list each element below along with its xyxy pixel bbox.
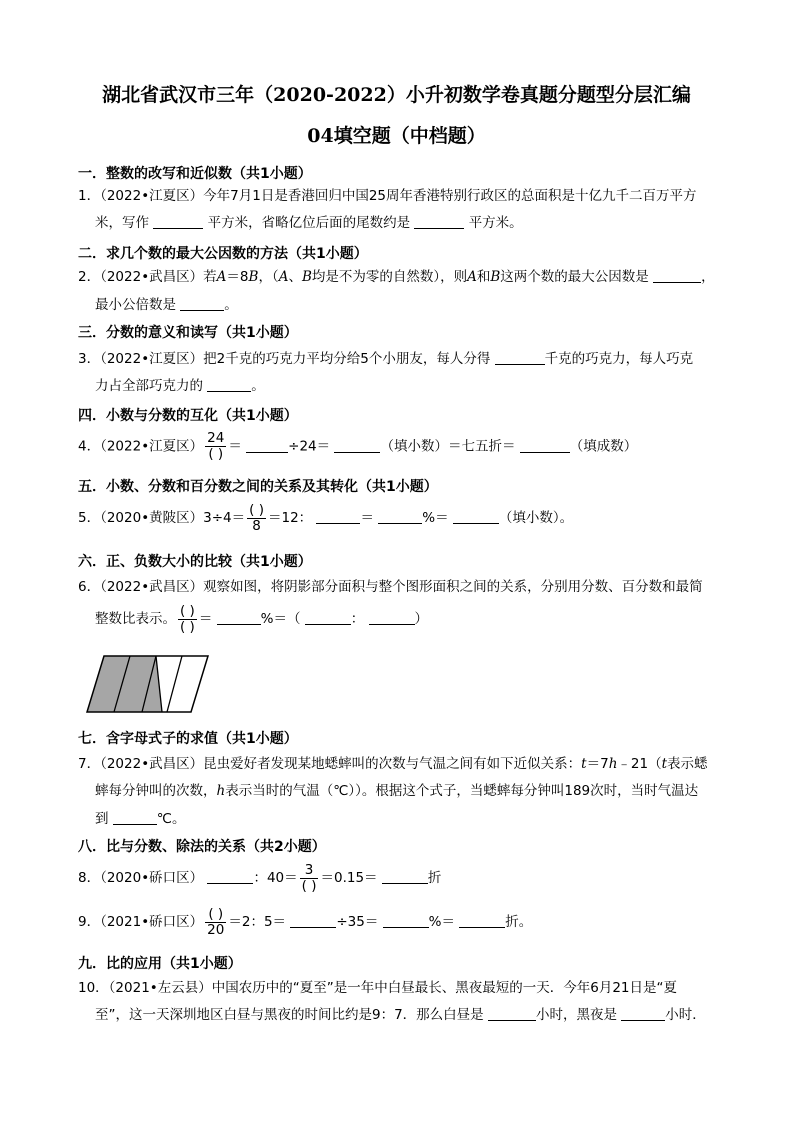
question-10-line2	[95, 1006, 706, 1024]
variable: h	[608, 756, 618, 772]
question-8	[78, 862, 441, 894]
question-text: 和	[476, 269, 491, 285]
answer-blank[interactable]	[520, 438, 570, 453]
question-text: 米，写作	[95, 215, 149, 231]
answer-blank[interactable]	[414, 214, 464, 229]
answer-blank[interactable]	[495, 350, 545, 365]
variable: t	[661, 756, 668, 772]
fraction-denominator[interactable]: ( )	[301, 877, 317, 894]
variable: B	[248, 269, 259, 285]
section-heading-8: 八．比与分数、除法的关系（共2小题）	[78, 839, 326, 855]
section-heading-5: 五．小数、分数和百分数之间的关系及其转化（共1小题）	[78, 479, 438, 495]
question-4	[78, 431, 637, 462]
question-text: 这两个数的最大公因数是	[500, 269, 649, 285]
question-text: （填小数）。	[498, 510, 574, 526]
section-heading-1: 一．整数的改写和近似数（共1小题）	[78, 166, 312, 182]
question-3-line1	[78, 350, 693, 368]
fraction	[205, 431, 226, 462]
question-text: 2．（2022•武昌区）若	[78, 269, 217, 285]
answer-blank[interactable]	[382, 869, 428, 884]
fraction	[300, 863, 319, 894]
question-text: ＝	[360, 510, 374, 526]
question-text: ，（	[258, 269, 279, 285]
question-text: ＝12：	[267, 510, 313, 526]
question-text: 最小公倍数是	[95, 297, 176, 313]
question-text: 到	[95, 811, 109, 827]
question-text: 蟀每分钟叫的次数，	[95, 783, 217, 799]
question-text: 表示当时的气温（℃））。根据这个式子，当蟋蟀每分钟叫189次时，当时气温达	[225, 783, 699, 799]
question-text: ＝8	[226, 269, 249, 285]
fraction-denominator[interactable]: ( )	[180, 618, 195, 635]
answer-blank[interactable]	[207, 377, 251, 392]
question-9	[78, 906, 532, 938]
question-6-line1: 6．（2022•武昌区）观察如图，将阴影部分面积与整个图形面积之间的关系，分别用分数、百分数和最简	[78, 579, 703, 595]
question-text: （填小数）＝七五折＝	[380, 438, 516, 455]
question-text: 3．（2022•江夏区）把2千克的巧克力平均分给5个小朋友，每人分得	[78, 351, 491, 367]
question-10-line1: 10．（2021•左云县）中国农历中的“夏至”是一年中白昼最长、黑夜最短的一天．今年6月21日是“夏	[78, 980, 677, 996]
question-text: 5．（2020•黄陂区）3÷4＝	[78, 510, 246, 526]
fraction-numerator[interactable]: ( )	[205, 907, 226, 923]
fraction	[247, 503, 266, 534]
question-text: 表示蟋	[667, 756, 708, 772]
answer-blank[interactable]	[488, 1006, 536, 1021]
answer-blank[interactable]	[217, 610, 261, 625]
question-text: 。	[224, 297, 238, 313]
question-text: ＝2：5＝	[228, 914, 287, 930]
section-heading-4: 四．小数与分数的互化（共1小题）	[78, 408, 298, 424]
fraction-denominator: ( )	[208, 446, 224, 462]
question-7-line1	[78, 755, 708, 773]
answer-blank[interactable]	[459, 913, 505, 928]
question-1-line2	[95, 214, 523, 232]
question-text: %＝（	[260, 611, 301, 627]
question-text: 折	[427, 870, 442, 886]
fraction	[178, 604, 197, 635]
variable: B	[301, 269, 312, 285]
answer-blank[interactable]	[316, 509, 360, 524]
answer-blank[interactable]	[453, 509, 499, 524]
answer-blank[interactable]	[653, 268, 701, 283]
question-text: ＝7	[586, 756, 609, 772]
divider-line	[167, 656, 182, 712]
answer-blank[interactable]	[153, 214, 203, 229]
question-text: ，	[701, 269, 715, 285]
question-text: 7．（2022•武昌区）昆虫爱好者发现某地蟋蟀叫的次数与气温之间有如下近似关系：	[78, 756, 582, 772]
section-heading-3: 三．分数的意义和读写（共1小题）	[78, 325, 298, 341]
question-6-line2	[95, 603, 428, 635]
fraction-numerator: 24	[207, 430, 225, 446]
section-heading-9: 九．比的应用（共1小题）	[78, 956, 242, 972]
question-text: 整数比表示。	[95, 611, 176, 627]
variable: t	[581, 756, 587, 772]
question-text: ＝	[228, 438, 242, 455]
question-7-line2	[95, 782, 698, 800]
fraction-numerator[interactable]: ( )	[180, 602, 195, 619]
question-text: 4．（2022•江夏区）	[78, 438, 204, 455]
question-text: 、	[288, 269, 302, 285]
question-text: ÷24＝	[288, 438, 331, 455]
question-3-line2	[95, 377, 265, 395]
shaded-parallelogram-figure	[86, 655, 210, 713]
answer-blank[interactable]	[305, 610, 351, 625]
question-text: ÷35＝	[336, 914, 379, 930]
page-title-line2: 04填空题（中档题）	[307, 125, 486, 147]
question-text: （填成数）	[569, 438, 638, 455]
answer-blank[interactable]	[369, 610, 415, 625]
fraction-denominator: 8	[252, 517, 261, 534]
question-7-line3	[95, 810, 185, 828]
question-text: %＝	[428, 914, 455, 930]
answer-blank[interactable]	[207, 869, 253, 884]
question-text: ：40＝	[253, 870, 298, 886]
question-text: 平方米，省略亿位后面的尾数约是	[207, 215, 411, 231]
question-text: 折。	[505, 914, 533, 930]
section-heading-2: 二．求几个数的最大公因数的方法（共1小题）	[78, 246, 368, 262]
answer-blank[interactable]	[113, 810, 157, 825]
question-text: 均是不为零的自然数），则	[311, 269, 468, 285]
variable: B	[490, 269, 501, 285]
fraction-denominator: 20	[207, 921, 225, 938]
answer-blank[interactable]	[246, 438, 288, 453]
answer-blank[interactable]	[290, 913, 336, 928]
question-1-line1: 1．（2022•江夏区）今年7月1日是香港回归中国25周年香港特别行政区的总面积是十亿九千二百万平方	[78, 188, 697, 204]
question-text: ℃。	[156, 811, 186, 827]
section-heading-7: 七．含字母式子的求值（共1小题）	[78, 731, 298, 747]
question-text: ﹣21（	[617, 756, 662, 772]
question-text: 平方米。	[468, 215, 523, 231]
question-text: 小时．	[665, 1007, 706, 1023]
variable: A	[467, 269, 477, 285]
question-2-line1	[78, 268, 715, 286]
question-text: %＝	[422, 510, 449, 526]
answer-blank[interactable]	[621, 1006, 665, 1021]
answer-blank[interactable]	[383, 913, 429, 928]
question-text: ）	[414, 611, 429, 627]
answer-blank[interactable]	[334, 438, 380, 453]
page-title-line1: 湖北省武汉市三年（2020-2022）小升初数学卷真题分题型分层汇编	[102, 84, 691, 106]
answer-blank[interactable]	[378, 509, 422, 524]
question-text: ：	[350, 611, 365, 627]
question-text: 千克的巧克力，每人巧克	[544, 351, 694, 367]
question-text: 。	[251, 378, 265, 394]
fraction	[205, 907, 226, 938]
variable: A	[278, 269, 289, 285]
fraction-numerator[interactable]: ( )	[249, 501, 264, 518]
question-2-line2	[95, 296, 238, 314]
question-text: 9．（2021•硚口区）	[78, 914, 204, 930]
fraction-numerator: 3	[300, 863, 319, 879]
section-heading-6: 六．正、负数大小的比较（共1小题）	[78, 554, 312, 570]
variable: A	[216, 269, 227, 285]
question-text: 8．（2020•硚口区）	[78, 870, 204, 886]
question-text: 力占全部巧克力的	[95, 378, 203, 394]
question-text: 至”，这一天深圳地区白昼与黑夜的时间比约是9：7．那么白昼是	[95, 1007, 484, 1023]
question-text: ＝	[198, 611, 213, 627]
question-5	[78, 502, 573, 534]
question-text: ＝0.15＝	[320, 870, 378, 886]
answer-blank[interactable]	[180, 296, 224, 311]
question-text: 小时，黑夜是	[535, 1007, 617, 1023]
variable: h	[216, 783, 226, 799]
